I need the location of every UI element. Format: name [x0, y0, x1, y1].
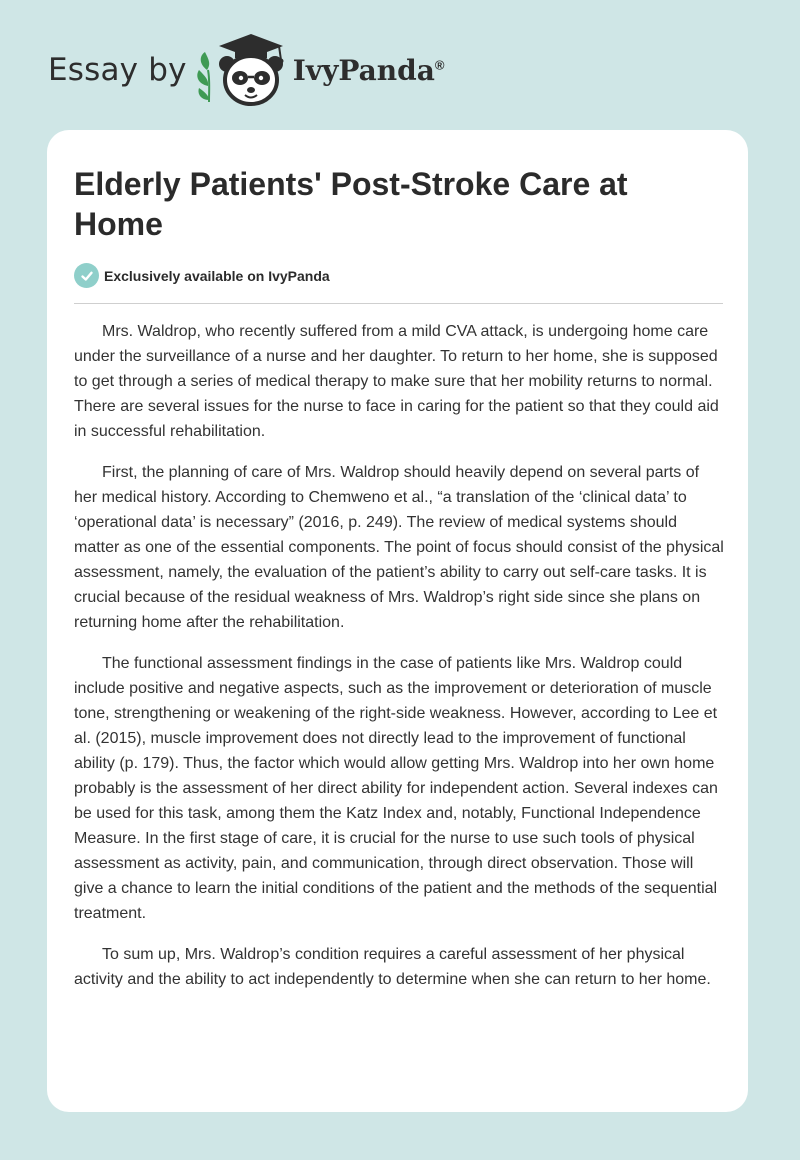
brand-name[interactable]: IvyPanda® [292, 53, 445, 87]
paragraph: To sum up, Mrs. Waldrop’s condition requires a careful assessment of her physical activity and the ability to act independently to determine when she can return to her home. [74, 946, 711, 988]
exclusive-badge-label: Exclusively available on IvyPanda [104, 267, 330, 284]
panda-graduate-logo-icon[interactable] [195, 30, 291, 110]
essay-title: Elderly Patients' Post-Stroke Care at Home [74, 166, 628, 242]
exclusive-badge [74, 263, 330, 288]
essay-by-label: Essay by [48, 52, 187, 88]
paragraph: Mrs. Waldrop, who recently suffered from a mild CVA attack, is undergoing home care under the surveillance of a nurse and her daughter. To return to her home, she is supposed to get through a series of medical therapy to make sure that her mobility returns to normal. There are several issues for the nurse to face in caring for the patient so that they could aid in successful rehabilitation. [74, 323, 719, 440]
essay-body [74, 319, 726, 1008]
divider [74, 303, 723, 304]
registered-mark: ® [434, 57, 445, 73]
essay-card [47, 130, 748, 1112]
paragraph: The functional assessment findings in the case of patients like Mrs. Waldrop could include positive and negative aspects, such as the improvement or deterioration of muscle tone, strengthening or weakening of the right-side weakness. However, according to Lee et al. (2015), muscle improvement does not directly lead to the improvement of functional ability (p. 179). Thus, the factor which would allow getting Mrs. Waldrop into her own home probably is the assessment of her direct ability for independent action. Several indexes can be used for this task, among them the Katz Index and, notably, Functional Independence Measure. In the first stage of care, it is crucial for the nurse to use such tools of physical assessment as activity, pain, and communication, through direct observation. Those will give a chance to learn the initial conditions of the patient and the methods of the sequential treatment. [74, 655, 718, 922]
checkmark-icon [74, 263, 99, 288]
site-header [48, 30, 444, 110]
paragraph: First, the planning of care of Mrs. Waldrop should heavily depend on several parts of her medical history. According to Chemweno et al., “a translation of the ‘clinical data’ to ‘operational data’ is necessary” (2016, p. 249). The review of medical systems should matter as one of the essential components. The point of focus should consist of the physical assessment, namely, the evaluation of the patient’s ability to carry out self-care tasks. It is crucial because of the residual weakness of Mrs. Waldrop’s right side since she plans on returning home after the rehabilitation. [74, 464, 724, 631]
